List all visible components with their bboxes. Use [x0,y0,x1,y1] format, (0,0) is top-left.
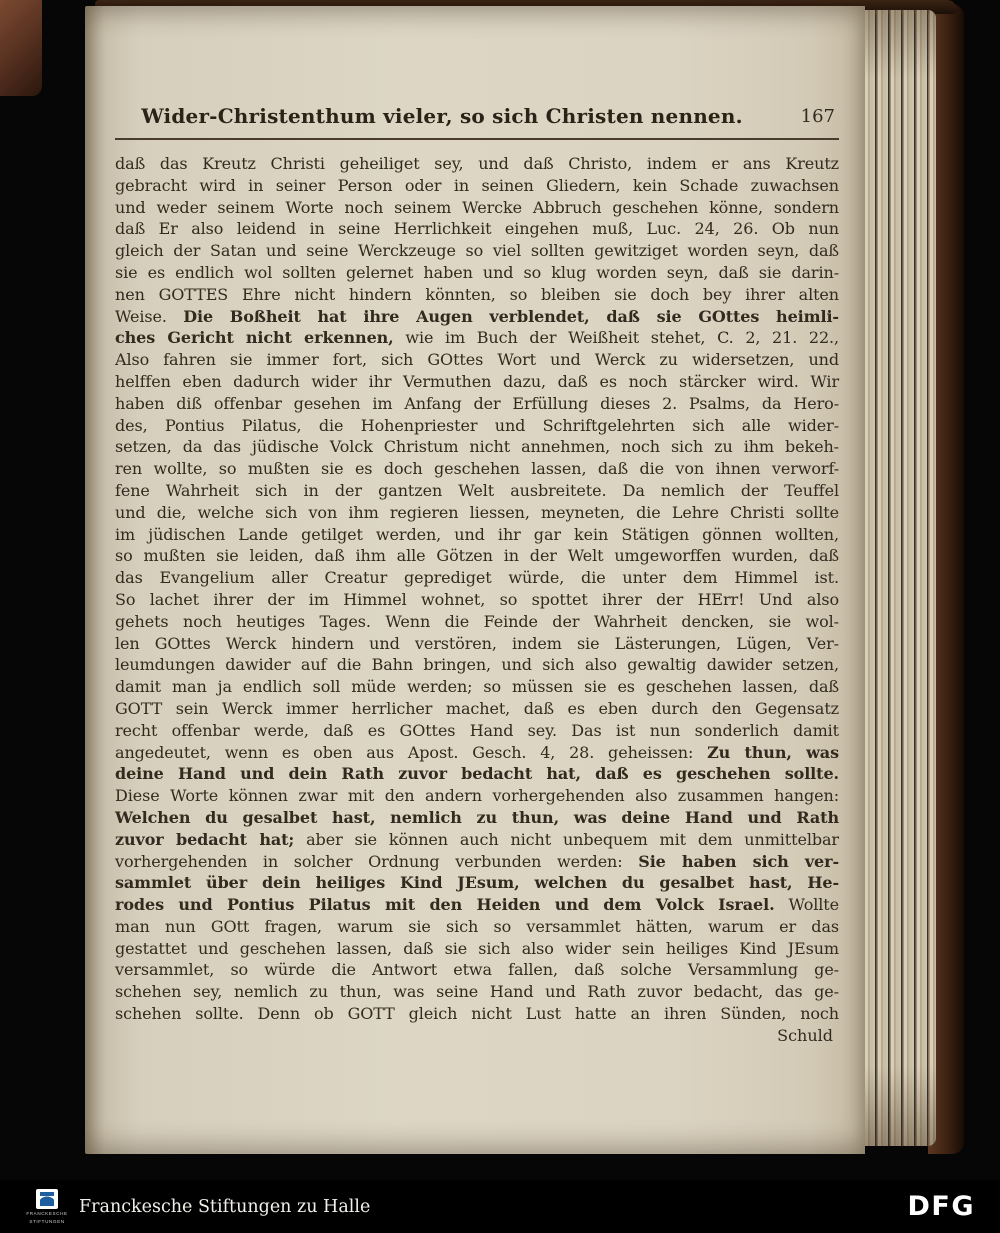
text-line: daß Er also leidend in seine Herrlichkeit eingehen muß, Luc. 24, 26. Ob nun [115,219,839,239]
page-number: 167 [800,106,835,127]
text-line: rodes und Pontius Pilatus mit den Heiden und dem Volck Israel. Wollte [115,895,839,915]
text-line: setzen, da das jüdische Volck Christum nicht annehmen, noch sich zu ihm bekeh- [115,437,839,457]
text-line: leumdungen dawider auf die Bahn bringen, und sich also gewaltig dawider setzen, [115,655,839,675]
catchword: Schuld [777,1025,833,1045]
text-line: zuvor bedacht hat; aber sie können auch nicht unbequem mit dem unmittelbar [115,829,839,849]
franckesche-stiftungen-logo[interactable] [27,1189,67,1224]
header-rule [115,138,839,140]
text-line: des, Pontius Pilatus, die Hohenpriester und Schriftgelehrten sich alle wider- [115,415,839,435]
page-header-title: Wider-Christenthum vieler, so sich Christen nennen. [141,104,743,128]
text-line: Diese Worte können zwar mit den andern vorhergehenden also zusammen hangen: [115,786,839,806]
text-line: len GOttes Werck hindern und verstören, indem sie Lästerungen, Lügen, Ver- [115,633,839,653]
text-line: gleich der Satan und seine Werckzeuge so viel sollten gewitziget worden seyn, daß [115,241,839,261]
text-line: im jüdischen Lande getilget werden, und ihr gar kein Stätigen gönnen wollten, [115,524,839,544]
text-line: angedeutet, wenn es oben aus Apost. Gesch. 4, 28. geheissen: Zu thun, was [115,742,839,762]
text-line: haben diß offenbar gesehen im Anfang der Erfüllung dieses 2. Psalms, da Hero- [115,393,839,413]
text-line: das Evangelium aller Creatur geprediget würde, die unter dem Himmel ist. [115,568,839,588]
text-line: Also fahren sie immer fort, sich GOttes Wort und Werck zu widersetzen, und [115,350,839,370]
book-fore-edge [860,10,936,1146]
text-line: und die, welche sich von ihm regieren liessen, meyneten, die Lehre Christi sollte [115,502,839,522]
running-header [115,104,839,134]
text-line: gehets noch heutiges Tages. Wenn die Feinde der Wahrheit dencken, sie wol- [115,611,839,631]
franckesche-logo-text-line2: STIFTUNGEN [29,1218,65,1224]
text-line: Welchen du gesalbet hast, nemlich zu thun, was deine Hand und Rath [115,807,839,827]
text-line: sammlet über dein heiliges Kind JEsum, welchen du gesalbet hast, He- [115,873,839,893]
text-line: deine Hand und dein Rath zuvor bedacht hat, daß es geschehen sollte. [115,764,839,784]
dfg-logo[interactable]: DFG [907,1191,975,1222]
text-line: sie es endlich wol sollten gelernet haben und so klug worden seyn, daß sie darin- [115,262,839,282]
text-line: Weise. Die Boßheit hat ihre Augen verblendet, daß sie GOttes heimli- [115,306,839,326]
text-line: gebracht wird in seiner Person oder in seinen Gliedern, kein Schade zuwachsen [115,175,839,195]
printed-text-area [115,104,839,1047]
footer-bar [0,1180,1000,1233]
text-line: helffen eben dadurch wider ihr Vermuthen dazu, daß es noch stärcker wird. Wir [115,371,839,391]
franckesche-stiftungen-logo-icon [36,1189,58,1209]
franckesche-logo-text-line1: FRANCKESCHE [26,1211,68,1217]
text-line: damit man ja endlich soll müde werden; so müssen sie es geschehen lassen, daß [115,677,839,697]
text-line: und weder seinem Worte noch seinem Wercke Abbruch geschehen könne, sondern [115,197,839,217]
text-line: man nun GOtt fragen, warum sie sich so versammlet hätten, warum er das [115,916,839,936]
text-line: recht offenbar werde, daß es GOttes Hand sey. Das ist nun sonderlich damit [115,720,839,740]
text-line: So lachet ihrer der im Himmel wohnet, so spottet ihrer der HErr! Und also [115,589,839,609]
text-line: GOTT sein Werck immer herrlicher machet, daß es eben durch den Gegensatz [115,698,839,718]
institution-name: Franckesche Stiftungen zu Halle [79,1196,371,1217]
text-line: fene Wahrheit sich in der gantzen Welt ausbreitete. Da nemlich der Teuffel [115,480,839,500]
page-scan [85,6,865,1154]
text-line: gestattet und geschehen lassen, daß sie sich also wider sein heiliges Kind JEsum [115,938,839,958]
text-line: vorhergehenden in solcher Ordnung verbunden werden: Sie haben sich ver- [115,851,839,871]
text-line: so mußten sie leiden, daß ihm alle Götzen in der Welt umgeworffen wurden, daß [115,546,839,566]
text-line: daß das Kreutz Christi geheiliget sey, und daß Christo, indem er ans Kreutz [115,154,839,173]
text-line: schehen sey, nemlich zu thun, was seine Hand und Rath zuvor bedacht, das ge- [115,982,839,1002]
text-line: versammlet, so würde die Antwort etwa fallen, daß solche Versammlung ge- [115,960,839,980]
text-line: ren wollte, so mußten sie es doch geschehen lassen, daß die von ihnen verworf- [115,459,839,479]
text-line: schehen sollte. Denn ob GOTT gleich nicht Lust hatte an ihren Sünden, noch [115,1004,839,1024]
book-cover-corner [0,0,42,96]
body-text [115,153,839,1025]
text-line: nen GOTTES Ehre nicht hindern könnten, so bleiben sie doch bey ihrer alten [115,284,839,304]
text-line: ches Gericht nicht erkennen, wie im Buch der Weißheit stehet, C. 2, 21. 22., [115,328,840,348]
